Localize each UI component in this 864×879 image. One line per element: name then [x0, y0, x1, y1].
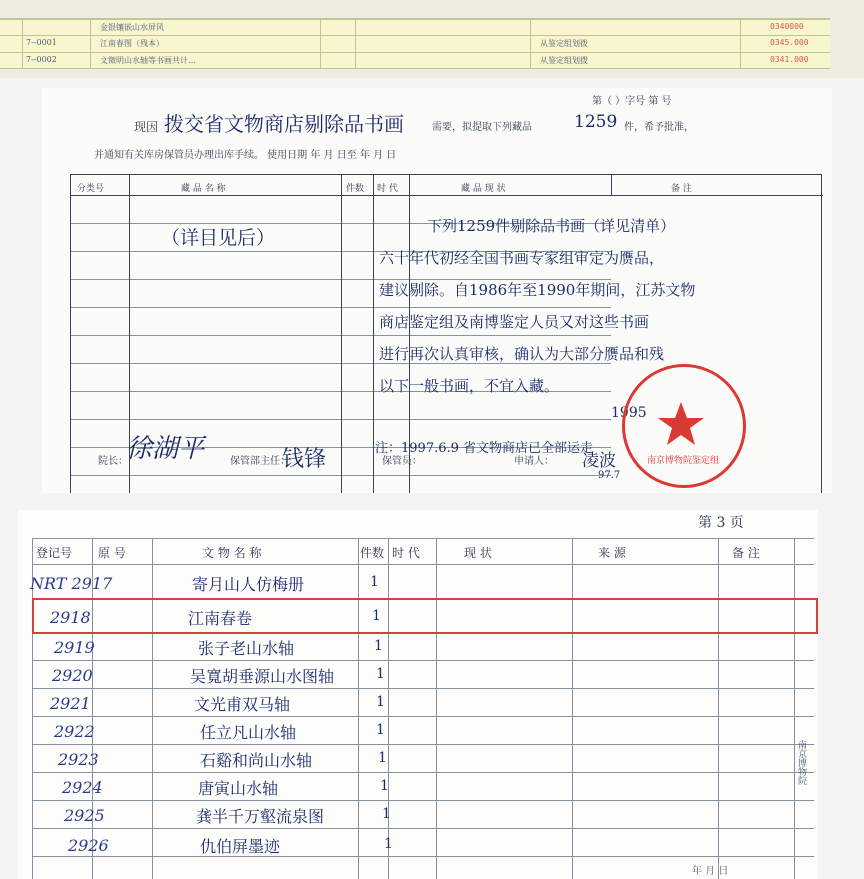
- form-remark-line-4: 商店鉴定组及南博鉴定人员又对这些书画: [379, 313, 650, 331]
- register-row-4-count: 1: [376, 666, 385, 682]
- register-col-remarks: 备 注: [732, 546, 760, 560]
- register-row-5-no: 2921: [50, 694, 91, 713]
- ledger-row-2-desc: 江南春图（残本）: [100, 39, 164, 48]
- register-row-6-count: 1: [376, 722, 385, 738]
- form-col-remarks: 备 注: [671, 184, 692, 194]
- register-col-name: 文 物 名 称: [202, 546, 262, 560]
- form-line1-suffix: 件，希予批准，: [624, 122, 694, 133]
- register-row-4-no: 2920: [52, 666, 93, 685]
- form-year: 1995: [611, 405, 647, 421]
- register-side-note: 南京博物院: [796, 740, 806, 785]
- register-col-regno: 登记号: [36, 546, 73, 560]
- top-ledger-strip: [0, 0, 864, 78]
- register-row-8-name: 唐寅山水轴: [198, 779, 279, 798]
- form-line1-mid: 需要，拟提取下列藏品: [432, 122, 532, 133]
- form-note: 注：1997.6.9 省文物商店已全部运走: [375, 441, 594, 456]
- signature-applicant: 凌波: [582, 451, 616, 471]
- form-line1-handwritten: 拨交省文物商店剔除品书画: [164, 112, 404, 136]
- red-official-stamp: [622, 364, 746, 488]
- form-col-condition: 藏 品 现 状: [461, 184, 506, 194]
- ledger-table: [0, 18, 830, 69]
- form-line1-count: 1259: [574, 112, 618, 132]
- ledger-row-3-amount: 0341.000: [770, 55, 809, 64]
- register-row-1-no: NRT 2917: [30, 574, 113, 593]
- ledger-row-3-desc: 文徵明山水轴等书画共计…: [100, 56, 196, 65]
- register-col-era: 时 代: [392, 546, 420, 560]
- register-row-9-name: 龚半千万壑流泉图: [196, 807, 325, 826]
- register-row-9-count: 1: [382, 806, 391, 822]
- form-line1-prefix: 现因: [134, 120, 159, 134]
- form-remark-line-2: 六十年代初经全国书画专家组审定为赝品，: [379, 249, 665, 267]
- register-row-6-no: 2922: [54, 722, 95, 741]
- register-row-1-name: 寄月山人仿梅册: [192, 575, 305, 594]
- register-row-5-name: 文光甫双马轴: [194, 695, 291, 714]
- register-footer-date: 年 月 日: [692, 866, 729, 877]
- register-col-source: 来 源: [598, 546, 626, 560]
- ledger-row-3-source: 从鉴定组划拨: [540, 56, 588, 65]
- ledger-row-2-amount: 0345.000: [770, 38, 809, 47]
- label-dept-head: 保管部主任：: [230, 456, 290, 467]
- highlighted-row-2918: [32, 598, 818, 634]
- register-table: [32, 538, 814, 879]
- register-row-2-name: 江南春卷: [188, 609, 253, 628]
- signature-dept-head: 钱锋: [282, 447, 327, 472]
- register-row-3-name: 张子老山水轴: [198, 639, 295, 658]
- ledger-row-2-no: 7--0001: [26, 38, 57, 47]
- form-remark-line-3: 建议剔除。自1986年至1990年期间，江苏文物: [379, 281, 696, 299]
- form-col-category: 分类号: [77, 184, 105, 194]
- label-director: 院长：: [98, 456, 128, 467]
- form-remark-line-5: 进行再次认真审核，确认为大部分赝品和残: [379, 345, 665, 363]
- register-row-2-count: 1: [372, 608, 381, 624]
- register-row-9-no: 2925: [64, 806, 105, 825]
- register-row-4-name: 吴寬胡垂源山水图轴: [190, 667, 335, 686]
- register-row-8-no: 2924: [62, 778, 103, 797]
- label-applicant: 申请人：: [514, 456, 554, 467]
- register-row-10-name: 仇伯屏墨迹: [200, 837, 281, 856]
- register-row-10-no: 2926: [68, 836, 109, 855]
- register-page-number: 第 3 页: [698, 515, 744, 531]
- form-col-count: 件数: [346, 184, 365, 194]
- register-row-1-count: 1: [370, 574, 379, 590]
- register-row-7-name: 石谿和尚山水轴: [200, 751, 313, 770]
- ledger-row-1-amount: 0340000: [770, 22, 804, 31]
- register-row-10-count: 1: [384, 836, 393, 852]
- register-row-7-count: 1: [378, 750, 387, 766]
- form-line2: 并通知有关库房保管员办理出库手续。 使用日期 年 月 日至 年 月 日: [94, 150, 397, 161]
- register-col-count: 件数: [360, 546, 385, 560]
- register-row-2-no: 2918: [50, 608, 91, 627]
- collection-register: [18, 510, 818, 879]
- ledger-row-1-desc: 金银镶嵌山水屏风: [100, 23, 164, 32]
- register-row-5-count: 1: [376, 694, 385, 710]
- ledger-row-2-source: 从鉴定组划拨: [540, 39, 588, 48]
- register-row-6-name: 任立凡山水轴: [200, 723, 297, 742]
- form-col-name: 藏 品 名 称: [181, 184, 226, 194]
- form-detail-reference: （详目见后）: [161, 227, 276, 249]
- signature-date: 97.7: [598, 470, 621, 481]
- form-col-era: 时 代: [377, 184, 398, 194]
- label-keeper: 保管员：: [382, 456, 422, 467]
- form-remark-line-6: 以下一般书画，不宜入藏。: [379, 377, 560, 395]
- stamp-text: 南京博物院鉴定组: [646, 456, 719, 466]
- register-row-7-no: 2923: [58, 750, 99, 769]
- form-corner-numbering: 第（ ）字号 第 号: [592, 96, 672, 107]
- signature-director: 徐湖平: [126, 434, 205, 464]
- form-remark-line-1: 下列1259件剔除品书画（详见清单）: [427, 217, 676, 235]
- register-row-8-count: 1: [380, 778, 389, 794]
- withdrawal-form: [42, 88, 832, 493]
- register-row-3-count: 1: [374, 638, 383, 654]
- register-col-orig-no: 原 号: [98, 546, 126, 560]
- register-col-condition: 现 状: [464, 546, 492, 560]
- ledger-row-3-no: 7--0002: [26, 55, 57, 64]
- register-row-3-no: 2919: [54, 638, 95, 657]
